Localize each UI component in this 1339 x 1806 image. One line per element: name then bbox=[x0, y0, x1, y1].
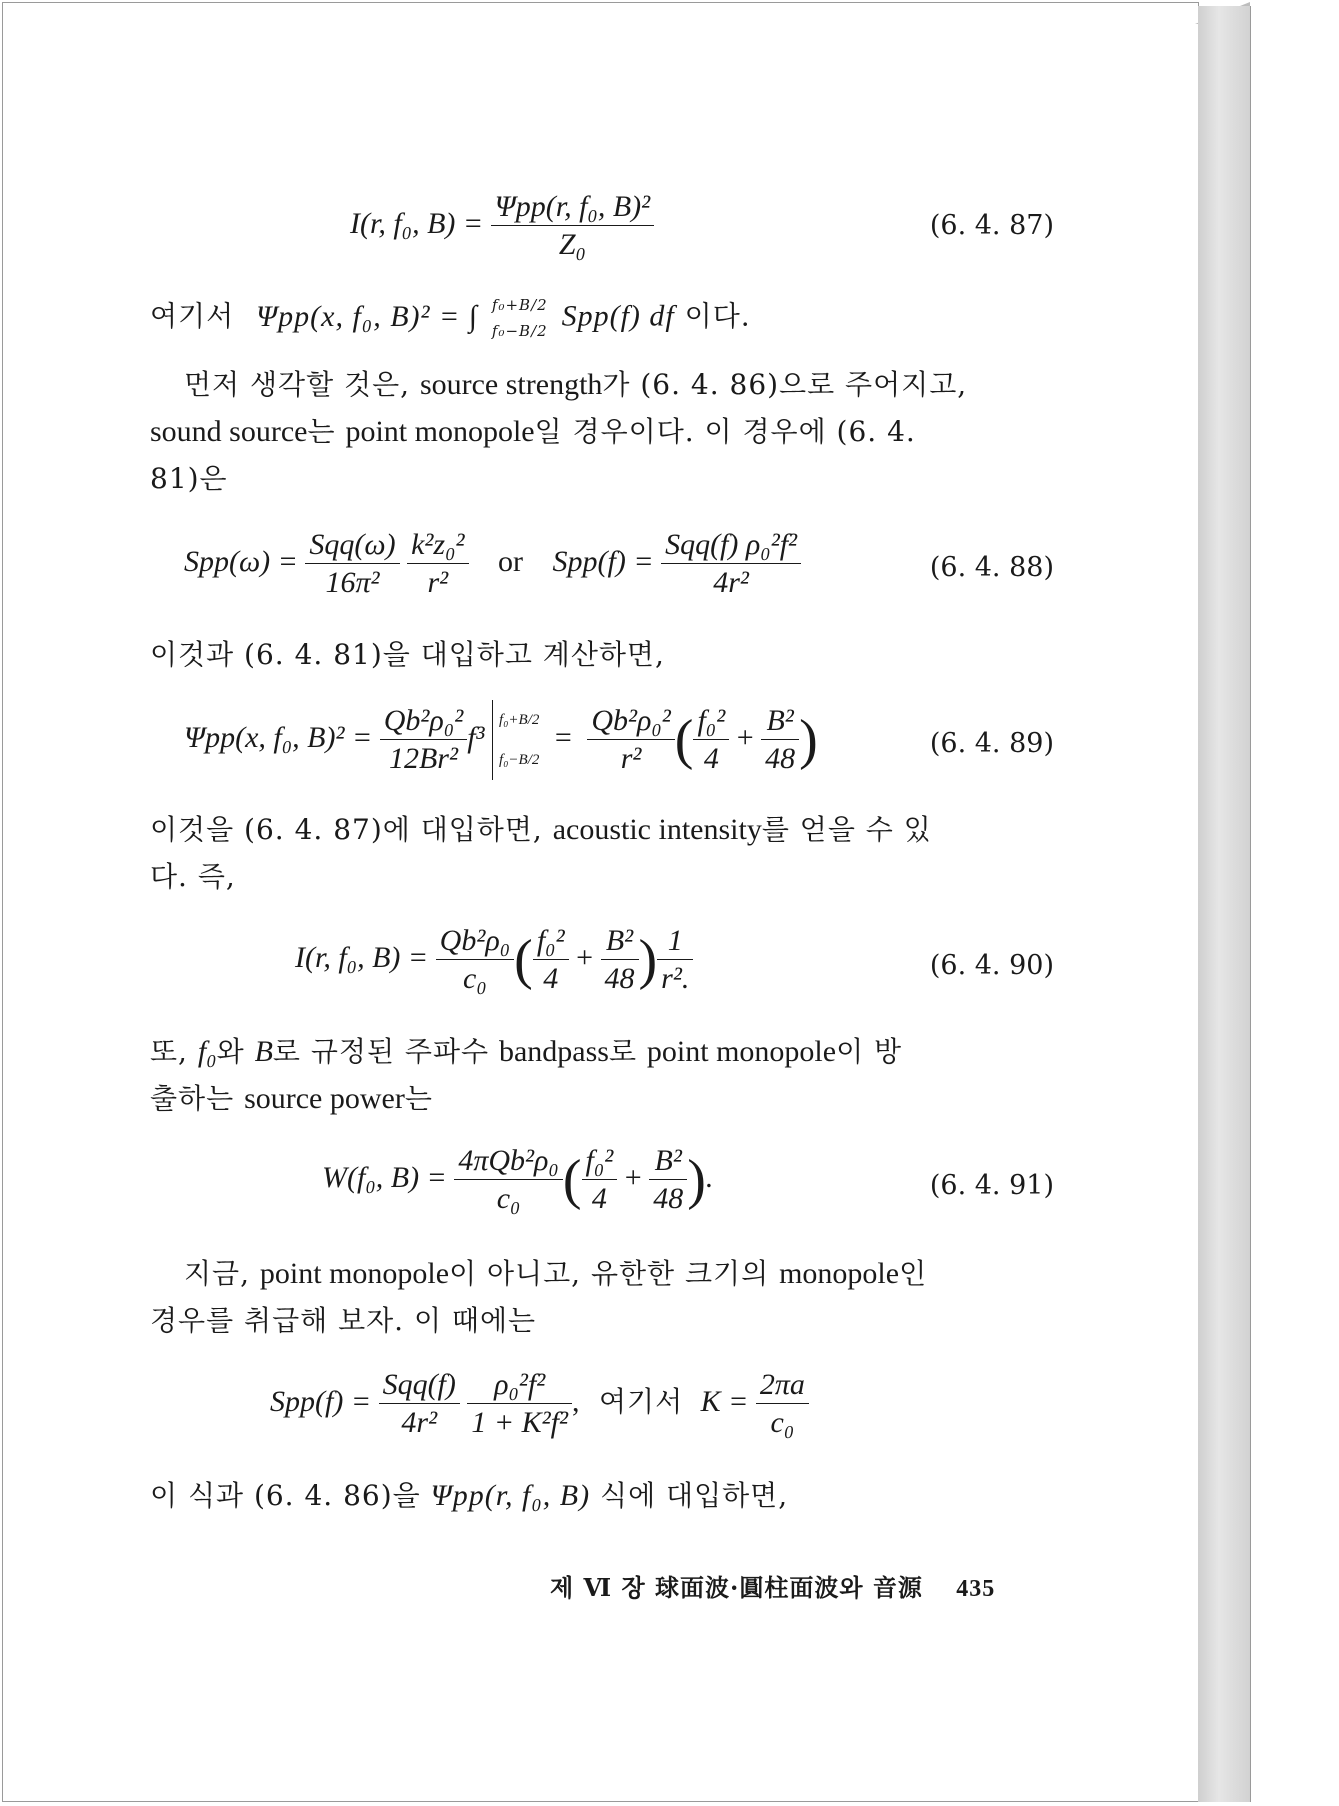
eq91-den: c₀ bbox=[496, 1182, 521, 1215]
eq88-lhs1: Spp(ω) = bbox=[184, 544, 298, 578]
p5-l1-b: point monopole bbox=[259, 1257, 450, 1290]
paragraph-1-line-3 bbox=[150, 457, 1050, 497]
eq87-fraction bbox=[491, 190, 655, 262]
eq88-frac2 bbox=[407, 528, 468, 600]
eq90-frac4 bbox=[657, 924, 693, 996]
eq90-lparen: ( bbox=[514, 929, 533, 991]
page-footer bbox=[550, 1568, 995, 1603]
eq92-frac3 bbox=[756, 1368, 809, 1440]
p3-l2: 다. 즉, bbox=[150, 860, 236, 893]
book-page bbox=[2, 2, 1199, 1802]
p5-l1-c: 이 아니고, 유한한 크기의 bbox=[449, 1257, 770, 1290]
eq90-num: Qb²ρ₀ bbox=[436, 924, 515, 960]
equation-6-4-90 bbox=[150, 924, 1054, 996]
paragraph-1-line-2 bbox=[150, 410, 1050, 450]
p1-l2-c: point monopole bbox=[345, 415, 535, 448]
t1-limits bbox=[492, 292, 548, 344]
eq90-lhs: I(r, f₀, B) = bbox=[295, 940, 429, 974]
p1-l1-a: 먼저 생각할 것은, bbox=[184, 368, 411, 401]
t1-integrand: Spp(f) df bbox=[561, 299, 675, 333]
eq92-lhs: Spp(f) = bbox=[270, 1384, 372, 1418]
p4-l1-f: bandpass bbox=[498, 1035, 609, 1068]
p4-l1-i: 이 방 bbox=[836, 1035, 903, 1068]
p3-l1-b: acoustic intensity bbox=[552, 813, 762, 846]
p1-l3: 81)은 bbox=[150, 462, 228, 495]
eq89-frac1 bbox=[380, 704, 467, 776]
paragraph-3-line-2 bbox=[150, 855, 1050, 895]
eq88-frac1 bbox=[305, 528, 399, 600]
equation-6-4-91 bbox=[150, 1144, 1054, 1216]
eq90-den: c₀ bbox=[463, 962, 487, 995]
t1-upper-limit: f₀+B/2 bbox=[491, 296, 548, 314]
eq89-den: 12Br² bbox=[388, 742, 458, 775]
p4-l2-a: 출하는 bbox=[150, 1082, 235, 1115]
eq90-a-num: f₀² bbox=[533, 924, 569, 960]
p5-l1-e: 인 bbox=[899, 1257, 928, 1290]
t1-psi: Ψpp(x, f₀, B)² = ∫ bbox=[256, 299, 478, 333]
p4-l2-c: 는 bbox=[404, 1082, 433, 1115]
eq87-numerator: Ψpp(r, f₀, B)² bbox=[491, 190, 655, 226]
p1-l2-b: 는 bbox=[307, 415, 336, 448]
eq92-num2: ρ₀²f² bbox=[467, 1368, 572, 1404]
p4-l1-d: B bbox=[254, 1035, 273, 1068]
paragraph-4-line-1 bbox=[150, 1030, 1050, 1070]
eq91-lhs: W(f₀, B) = bbox=[322, 1160, 447, 1194]
paragraph-3-line-1 bbox=[150, 808, 1050, 848]
p4-l1-h: point monopole bbox=[646, 1035, 837, 1068]
eq88-number: (6. 4. 88) bbox=[929, 552, 1054, 583]
eq89-b-den: 48 bbox=[765, 742, 796, 775]
eq89-lparen: ( bbox=[674, 709, 694, 771]
eq89-lower: f₀−B/2 bbox=[499, 752, 540, 768]
eq92-korean: 여기서 bbox=[598, 1384, 684, 1418]
eq89-rparen: ) bbox=[799, 709, 818, 771]
eq88-num2: k²z₀² bbox=[407, 528, 468, 564]
eq89-tail: f³ bbox=[467, 720, 485, 754]
eq89-den2: r² bbox=[620, 742, 642, 775]
eq92-k: K = bbox=[700, 1384, 749, 1418]
eq90-frac1 bbox=[436, 924, 515, 996]
eq90-c-den: r². bbox=[661, 962, 690, 995]
paragraph-4-line-2 bbox=[150, 1077, 1050, 1117]
eq91-num: 4πQb²ρ₀ bbox=[454, 1144, 563, 1180]
eq91-frac2 bbox=[582, 1144, 618, 1216]
p4-l1-b: f₀ bbox=[197, 1035, 217, 1068]
eq92-frac1 bbox=[379, 1368, 460, 1440]
eq90-a-den: 4 bbox=[543, 962, 559, 995]
eq88-den1: 16π² bbox=[325, 566, 380, 599]
p1-l2-d: 일 경우이다. 이 경우에 (6. 4. bbox=[534, 415, 916, 448]
p4-l1-g: 로 bbox=[608, 1035, 638, 1068]
eq91-a-num: f₀² bbox=[582, 1144, 618, 1180]
eq87-number: (6. 4. 87) bbox=[929, 210, 1054, 241]
paragraph-2 bbox=[150, 633, 1050, 673]
eq90-c-num: 1 bbox=[657, 924, 693, 960]
eq89-equals: = bbox=[554, 720, 572, 754]
eq89-upper: f₀+B/2 bbox=[499, 712, 540, 728]
eq90-plus: + bbox=[576, 940, 593, 974]
equation-spp-finite bbox=[150, 1368, 1050, 1440]
eq87-denominator: Z₀ bbox=[558, 228, 586, 261]
eq88-den2: r² bbox=[427, 566, 449, 599]
p1-l1-b: source strength bbox=[419, 368, 603, 401]
eq91-number: (6. 4. 91) bbox=[929, 1170, 1054, 1201]
eq91-frac3 bbox=[649, 1144, 687, 1216]
p4-l1-e: 로 규정된 주파수 bbox=[272, 1035, 490, 1068]
eq92-den3: c₀ bbox=[770, 1406, 795, 1439]
eq91-end: . bbox=[705, 1160, 714, 1194]
footer-chapter: 제 Ⅵ 장 球面波·圓柱面波와 音源 bbox=[550, 1573, 923, 1602]
p3-l1-c: 를 얻을 수 있 bbox=[761, 813, 932, 846]
p4-l1-a: 또, bbox=[150, 1035, 188, 1068]
eq88-frac3 bbox=[661, 528, 801, 600]
page-number: 435 bbox=[956, 1576, 996, 1602]
eq88-num3: Sqq(f) ρ₀²f² bbox=[661, 528, 801, 564]
page-stack-edge bbox=[1198, 6, 1251, 1802]
eq91-lparen: ( bbox=[562, 1149, 582, 1211]
p5-l1-a: 지금, bbox=[184, 1257, 250, 1290]
eq91-frac1 bbox=[454, 1144, 563, 1216]
eq89-number: (6. 4. 89) bbox=[929, 728, 1054, 759]
eq90-rparen: ) bbox=[638, 929, 658, 991]
eq90-frac2 bbox=[533, 924, 569, 996]
eq89-lhs: Ψpp(x, f₀, B)² = bbox=[184, 720, 373, 754]
p2-text: 이것과 (6. 4. 81)을 대입하고 계산하면, bbox=[150, 638, 665, 671]
eq92-den1: 4r² bbox=[401, 1406, 438, 1439]
p5-l2: 경우를 취급해 보자. 이 때에는 bbox=[150, 1304, 537, 1337]
eq92-den2: 1 + K²f² bbox=[471, 1406, 568, 1439]
eq89-a-den: 4 bbox=[703, 742, 719, 775]
eq89-a-num: f₀² bbox=[693, 704, 729, 740]
eq91-a-den: 4 bbox=[591, 1182, 607, 1215]
equation-6-4-89 bbox=[150, 700, 1054, 780]
eq89-b-num: B² bbox=[761, 704, 799, 740]
p4-l1-c: 와 bbox=[216, 1035, 245, 1068]
paragraph-1-line-1 bbox=[150, 363, 1050, 403]
eq91-b-den: 48 bbox=[653, 1182, 684, 1215]
eq89-num: Qb²ρ₀² bbox=[380, 704, 467, 740]
paragraph-5-line-2 bbox=[150, 1299, 1050, 1339]
eq87-lhs: I(r, f₀, B) = bbox=[350, 206, 484, 240]
p6-a: 이 식과 (6. 4. 86)을 bbox=[150, 1479, 421, 1512]
p5-l1-d: monopole bbox=[779, 1257, 900, 1290]
eq90-number: (6. 4. 90) bbox=[929, 950, 1054, 981]
p6-c: 식에 대입하면, bbox=[600, 1479, 789, 1512]
eq92-comma: , bbox=[571, 1384, 580, 1418]
equation-6-4-87 bbox=[150, 190, 1054, 262]
eq88-lhs2: Spp(f) = bbox=[552, 544, 654, 578]
eq90-frac3 bbox=[601, 924, 639, 996]
eq89-frac3 bbox=[693, 704, 729, 776]
eq90-b-den: 48 bbox=[604, 962, 635, 995]
p1-l1-c: 가 (6. 4. 86)으로 주어지고, bbox=[602, 368, 968, 401]
paragraph-6 bbox=[150, 1474, 1050, 1514]
eq89-eval-bar bbox=[492, 700, 539, 780]
eq90-b-num: B² bbox=[601, 924, 639, 960]
eq91-b-num: B² bbox=[649, 1144, 687, 1180]
p1-l2-a: sound source bbox=[150, 415, 308, 448]
eq92-num1: Sqq(f) bbox=[379, 1368, 460, 1404]
eq91-plus: + bbox=[624, 1160, 642, 1194]
eq91-rparen: ) bbox=[687, 1149, 706, 1211]
t1-lower-limit: f₀−B/2 bbox=[491, 322, 548, 340]
equation-6-4-88 bbox=[150, 528, 1054, 600]
t1-korean: 여기서 bbox=[150, 299, 235, 333]
t1-end: 이다. bbox=[684, 299, 751, 333]
p3-l1-a: 이것을 (6. 4. 87)에 대입하면, bbox=[150, 813, 543, 846]
paragraph-5-line-1 bbox=[150, 1252, 1050, 1292]
eq88-or: or bbox=[498, 544, 523, 578]
eq92-num3: 2πa bbox=[756, 1368, 809, 1404]
eq89-frac2 bbox=[587, 704, 674, 776]
text-line-definition bbox=[150, 292, 1050, 344]
eq89-frac4 bbox=[761, 704, 799, 776]
eq89-plus: + bbox=[736, 720, 754, 754]
eq88-den3: 4r² bbox=[713, 566, 749, 599]
p6-b: Ψpp(r, f₀, B) bbox=[430, 1479, 591, 1512]
eq92-frac2 bbox=[467, 1368, 572, 1440]
eq88-num1: Sqq(ω) bbox=[305, 528, 399, 564]
eq89-num2: Qb²ρ₀² bbox=[587, 704, 674, 740]
p4-l2-b: source power bbox=[244, 1082, 405, 1115]
